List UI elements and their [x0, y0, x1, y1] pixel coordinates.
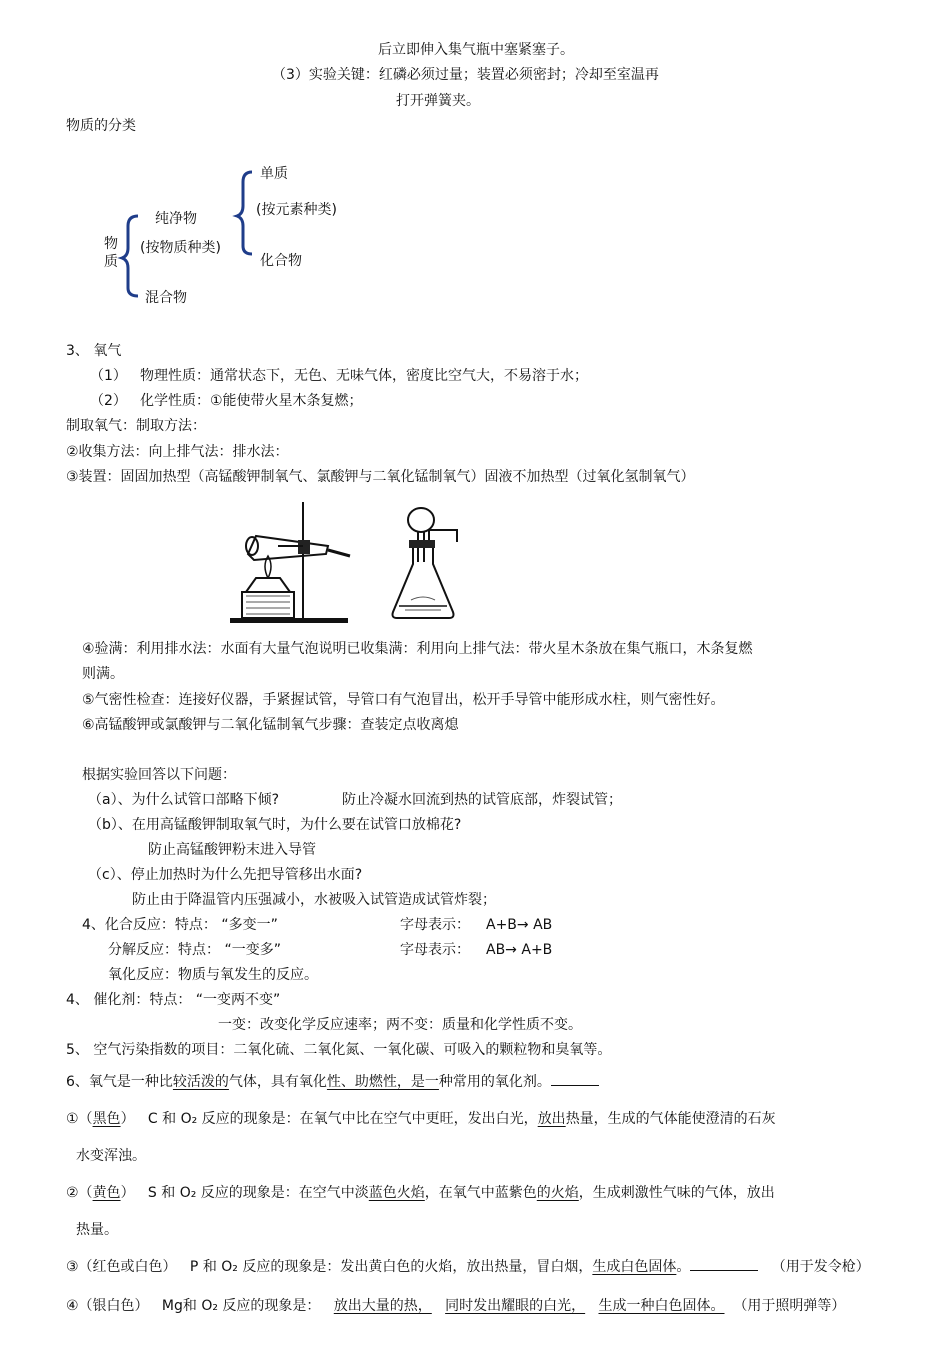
c1-prefix: ①（	[66, 1111, 93, 1127]
c2-prefix: ②（	[66, 1185, 93, 1201]
header-line-3: 打开弹簧夹。	[396, 93, 480, 109]
oxygen-apparatus: ③装置：固固加热型（高锰酸钾制氧气、氯酸钾与二氧化锰制氧气）固液不加热型（过氧化氢制氧气）	[66, 469, 695, 485]
question-a: （a）、为什么试管口部略下倾?	[88, 792, 280, 808]
c2-body-b: 蓝色火焰	[368, 1185, 425, 1201]
catalyst: 4、 催化剂：特点： “一变两不变”	[66, 992, 281, 1008]
root-char-1: 物	[104, 236, 118, 252]
decomposition-reaction: 分解反应：特点： “一变多”	[108, 942, 281, 958]
c4-body-b: 放出大量的热，	[333, 1298, 432, 1314]
mixture: 混合物	[145, 290, 187, 306]
c3-body-c: 白色固体	[620, 1259, 677, 1275]
oxygen-prep: 制取氧气：制取方法：	[66, 418, 206, 434]
answer-a: 防止冷凝水回流到热的试管底部，炸裂试管；	[342, 792, 622, 808]
fill-blank	[551, 1073, 599, 1086]
sulfur-combustion-cont: 热量。	[76, 1222, 118, 1238]
compound: 化合物	[260, 253, 302, 269]
root-char-2: 质	[104, 254, 118, 270]
c1-body-a: C 和 O₂ 反应的现象是：在氧气中比在空气中更旺，发出白光，	[147, 1111, 538, 1127]
item6-text-b: 较活泼的	[172, 1074, 229, 1090]
c3-body-a: P 和 O₂ 反应的现象是：发出黄白色的火焰，放出热量，冒白烟，	[189, 1259, 593, 1275]
solid-heating-apparatus-figure	[228, 494, 358, 624]
outer-brace	[122, 216, 138, 296]
c4-body-d: 生成一种白色固体。	[598, 1298, 725, 1314]
carbon-combustion	[66, 1110, 776, 1128]
decomposition-letter-label: 字母表示：	[400, 942, 470, 958]
oxygen-heading: 3、 氧气	[66, 343, 122, 359]
c1-body-c: 热量，生成的气体能使澄清的石灰	[565, 1111, 776, 1127]
oxygen-physical: 物理性质：通常状态下，无色、无味气体，密度比空气大，不易溶于水；	[140, 368, 588, 384]
header-line-1: 后立即伸入集气瓶中塞紧塞子。	[378, 42, 574, 58]
carbon-combustion-cont: 水变浑浊。	[76, 1148, 146, 1164]
c4-prefix: ④（银白色）	[66, 1298, 149, 1314]
header-line-2: （3）实验关键：红磷必须过量；装置必须密封；冷却至室温再	[272, 67, 659, 83]
element-substance: 单质	[260, 166, 288, 182]
c2-body-a: S 和 O₂ 反应的现象是：在空气中淡	[147, 1185, 369, 1201]
combination-formula: A+B→ AB	[486, 917, 553, 933]
phosphorus-combustion	[66, 1258, 870, 1276]
decomposition-formula: AB→ A+B	[486, 942, 553, 958]
c3-body-d: 。	[676, 1259, 691, 1275]
c4-note: （用于照明弹等）	[733, 1298, 846, 1314]
item6-text-e: 是一	[410, 1074, 439, 1090]
c3-body-b: 生成	[592, 1259, 621, 1275]
question-b: （b）、在用高锰酸钾制取氧气时，为什么要在试管口放棉花?	[88, 817, 462, 833]
sulfur-combustion	[66, 1184, 775, 1202]
item6-text-f: 种常用的氧化剂。	[438, 1074, 551, 1090]
pure-substance-basis: (按物质种类)	[140, 240, 221, 256]
oxygen-chemical: 化学性质：①能使带火星木条复燃；	[140, 393, 363, 409]
classification-braces	[0, 0, 950, 320]
combination-letter-label: 字母表示：	[400, 917, 470, 933]
c4-body-a: Mg和 O₂ 反应的现象是：	[161, 1298, 321, 1314]
prep-steps: ⑥高锰酸钾或氯酸钾与二氧化锰制氧气步骤：查装定点收离熄	[82, 717, 459, 733]
answer-c: 防止由于降温管内压强减小，水被吸入试管造成试管炸裂；	[132, 892, 496, 908]
c2-suffix: ）	[120, 1185, 135, 1201]
oxygen-collect: ②收集方法：向上排气法：排水法：	[66, 444, 289, 460]
full-check-line-2: 则满。	[82, 666, 124, 682]
magnesium-combustion	[66, 1297, 845, 1315]
oxygen-property-line	[66, 1073, 599, 1091]
qa-intro: 根据实验回答以下问题：	[82, 767, 236, 783]
inner-brace	[237, 172, 252, 254]
combination-reaction: 4、化合反应：特点： “多变一”	[82, 917, 278, 933]
c2-body-d: 的火焰	[536, 1185, 579, 1201]
classification-title: 物质的分类	[66, 118, 136, 134]
full-check-line-1: ④验满：利用排水法：水面有大量气泡说明已收集满：利用向上排气法：带火星木条放在集气瓶口，木条复燃	[82, 641, 753, 657]
airtight-check: ⑤气密性检查：连接好仪器，手紧握试管，导管口有气泡冒出，松开手导管中能形成水柱，则气密性好。	[82, 692, 725, 708]
oxygen-p1-num: （1）	[90, 368, 127, 384]
liquid-no-heat-apparatus-figure	[385, 500, 475, 630]
oxidation-reaction: 氧化反应：物质与氧发生的反应。	[108, 967, 318, 983]
oxygen-p2-num: （2）	[90, 393, 127, 409]
answer-b: 防止高锰酸钾粉末进入导管	[148, 842, 316, 858]
c2-color: 黄色	[92, 1185, 121, 1201]
c1-suffix: ）	[120, 1111, 135, 1127]
item6-text-a: 6、氧气是一种比	[66, 1074, 173, 1090]
c3-note: （用于发令枪）	[771, 1259, 870, 1275]
c1-body-b: 放出	[537, 1111, 566, 1127]
c1-color: 黑色	[92, 1111, 121, 1127]
c2-body-c: ，在氧气中蓝紫色	[424, 1185, 537, 1201]
item6-text-d: 性、助燃性，	[326, 1074, 411, 1090]
element-basis: (按元素种类)	[256, 202, 337, 218]
item6-text-c: 气体，具有氧化	[228, 1074, 327, 1090]
pollution-index: 5、 空气污染指数的项目：二氧化硫、二氧化氮、一氧化碳、可吸入的颗粒物和臭氧等。	[66, 1042, 612, 1058]
fill-blank	[690, 1258, 758, 1271]
c3-prefix: ③（红色或白色）	[66, 1259, 177, 1275]
catalyst-detail: 一变：改变化学反应速率；两不变：质量和化学性质不变。	[218, 1017, 582, 1033]
question-c: （c）、停止加热时为什么先把导管移出水面?	[88, 867, 363, 883]
c2-body-e: ，生成刺激性气味的气体，放出	[578, 1185, 775, 1201]
c4-body-c: 同时发出耀眼的白光，	[445, 1298, 586, 1314]
pure-substance: 纯净物	[155, 211, 197, 227]
